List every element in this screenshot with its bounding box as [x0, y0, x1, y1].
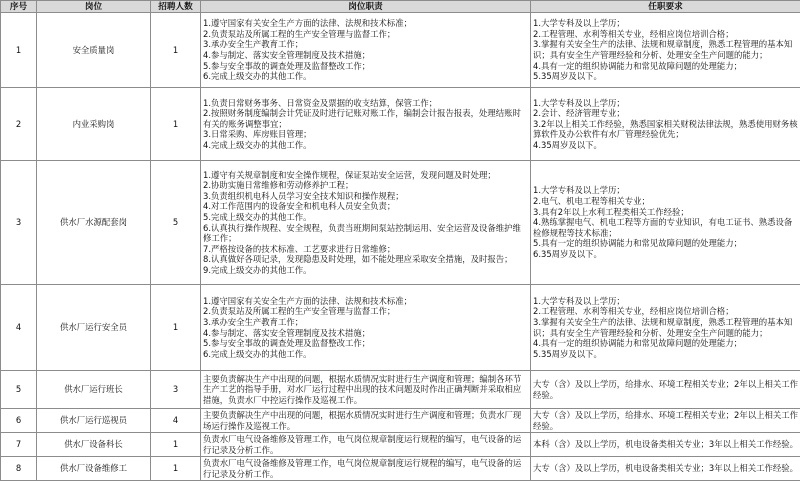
requirement-line: 4.熟练掌握电气、机电工程等方面的专业知识，有电工证书、熟悉设备检修规程等技术标准； — [533, 217, 798, 238]
requirement-line: 1.大学专科及以上学历； — [533, 296, 798, 307]
requirements-cell — [531, 457, 800, 481]
duty-line: 1.遵守有关规章制度和安全操作规程，保证泵站安全运营，发现问题及时处理； — [203, 170, 528, 181]
requirements-cell — [531, 371, 800, 409]
requirement-line: 4.35周岁及以下。 — [533, 140, 798, 151]
header-serial: 序号 — [1, 1, 37, 13]
duty-line: 3.负责组织机电科人员学习安全技术知识和操作规程； — [203, 191, 528, 202]
table-row — [1, 88, 800, 161]
duty-line: 4.完成上级交办的其他工作。 — [203, 140, 528, 151]
table-row — [1, 285, 800, 371]
requirements-cell — [531, 161, 800, 285]
serial-cell: 6 — [1, 409, 37, 433]
position-cell: 供水厂设备科长 — [37, 433, 151, 457]
duty-line: 1.遵守国家有关安全生产方面的法律、法规和技术标准； — [203, 18, 528, 29]
table-row — [1, 13, 800, 88]
requirement-line: 5.具有一定的组织协调能力和常见故障问题的处理能力； — [533, 238, 798, 249]
requirement-line: 3.掌握有关安全生产的法律、法规和规章制度，熟悉工程管理的基本知识；具有安全生产管理经验和分析、处理安全生产问题的能力； — [533, 39, 798, 60]
duty-line: 负责水厂电气设备维修及管理工作，电气岗位规章制度运行规程的编写，电气设备的运行记录及分析工作。 — [203, 458, 528, 479]
requirements-cell — [531, 433, 800, 457]
duty-line: 3.日常采购、库房账目管理； — [203, 129, 528, 140]
duty-line: 主要负责解决生产中出现的问题，根据水质情况实时进行生产调度和管理；编制各环节生产工艺的指导手册，对水厂运行过程中出现的技术问题及时作出正确判断并采取相应措施，负责水厂中控运行操作及巡视工作。 — [203, 374, 528, 406]
duty-line: 4.参与制定、落实安全管理制度及技术措施； — [203, 50, 528, 61]
duty-line: 7.严格按设备的技术标准、工艺要求进行日常维修； — [203, 244, 528, 255]
duty-line: 3.承办安全生产教育工作； — [203, 317, 528, 328]
table-row — [1, 371, 800, 409]
position-cell: 安全质量岗 — [37, 13, 151, 88]
requirement-line: 4.具有一定的组织协调能力和常见故障问题的处理能力； — [533, 338, 798, 349]
count-cell: 5 — [151, 161, 201, 285]
position-cell: 供水厂运行巡视员 — [37, 409, 151, 433]
duties-cell — [201, 409, 531, 433]
requirement-line: 3.具有2年以上水利工程类相关工作经验； — [533, 207, 798, 218]
count-cell: 1 — [151, 285, 201, 371]
serial-cell: 4 — [1, 285, 37, 371]
duty-line: 5.参与安全事故的调查处理及监督整改工作； — [203, 61, 528, 72]
header-count: 招聘人数 — [151, 1, 201, 13]
duty-line: 6.完成上级交办的其他工作。 — [203, 349, 528, 360]
duty-line: 2.按照财务制度编制会计凭证及时进行记账对账工作，编制会计报告报表，处理结账时有关的账务调整事宜； — [203, 108, 528, 129]
requirement-line: 1.大学专科及以上学历； — [533, 98, 798, 109]
requirement-line: 1.大学专科及以上学历； — [533, 18, 798, 29]
serial-cell: 2 — [1, 88, 37, 161]
table-row — [1, 433, 800, 457]
duties-cell — [201, 371, 531, 409]
requirement-line: 大专（含）及以上学历，给排水、环境工程相关专业；2年以上相关工作经验。 — [533, 410, 798, 431]
requirement-line: 本科（含）及以上学历，机电设备类相关专业；3年以上相关工作经验。 — [533, 439, 798, 450]
requirement-line: 2.会计、经济管理专业； — [533, 108, 798, 119]
duty-line: 3.承办安全生产教育工作； — [203, 39, 528, 50]
duties-cell — [201, 88, 531, 161]
requirement-line: 大专（含）及以上学历，给排水、环境工程相关专业；2年以上相关工作经验。 — [533, 379, 798, 400]
table-header-row — [1, 1, 800, 13]
duty-line: 8.认真做好各项记录，发现隐患及时处理，如不能处理应采取安全措施，及时报告； — [203, 254, 528, 265]
header-position: 岗位 — [37, 1, 151, 13]
position-cell: 供水厂设备维修工 — [37, 457, 151, 481]
duties-cell — [201, 285, 531, 371]
serial-cell: 3 — [1, 161, 37, 285]
position-cell: 供水厂运行班长 — [37, 371, 151, 409]
requirements-cell — [531, 88, 800, 161]
position-cell: 供水厂水源配套岗 — [37, 161, 151, 285]
requirement-line: 5.35周岁及以下。 — [533, 71, 798, 82]
count-cell: 3 — [151, 371, 201, 409]
requirement-line: 大专（含）及以上学历，机电设备类相关专业；3年以上相关工作经验。 — [533, 463, 798, 474]
duty-line: 4.参与制定、落实安全管理制度及技术措施； — [203, 328, 528, 339]
table-row — [1, 161, 800, 285]
duties-cell — [201, 457, 531, 481]
header-requirements: 任职要求 — [531, 1, 800, 13]
header-duties: 岗位职责 — [201, 1, 531, 13]
requirement-line: 3.掌握有关安全生产的法律、法规和规章制度，熟悉工程管理的基本知识；具有安全生产管理经验和分析、处理安全生产问题的能力； — [533, 317, 798, 338]
requirement-line: 2.工程管理、水利等相关专业，经相应岗位培训合格； — [533, 29, 798, 40]
duty-line: 2.负责泵站及所属工程的生产安全管理与监督工作； — [203, 29, 528, 40]
count-cell: 1 — [151, 13, 201, 88]
serial-cell: 7 — [1, 433, 37, 457]
requirements-cell — [531, 13, 800, 88]
requirement-line: 3.2年以上相关工作经验，熟悉国家相关财税法律法规，熟悉使用财务核算软件及办公软件有水厂管理经验优先； — [533, 119, 798, 140]
table-row — [1, 409, 800, 433]
duty-line: 9.完成上级交办的其他工作。 — [203, 265, 528, 276]
requirement-line: 4.具有一定的组织协调能力和常见故障问题的处理能力； — [533, 61, 798, 72]
duties-cell — [201, 13, 531, 88]
requirement-line: 2.电气、机电工程等相关专业； — [533, 196, 798, 207]
duty-line: 5.完成上级交办的其他工作。 — [203, 212, 528, 223]
duties-cell — [201, 433, 531, 457]
count-cell: 1 — [151, 457, 201, 481]
count-cell: 1 — [151, 433, 201, 457]
position-cell: 供水厂运行安全员 — [37, 285, 151, 371]
duty-line: 主要负责解决生产中出现的问题，根据水质情况实时进行生产调度和管理；负责水厂现场运行操作及巡视工作。 — [203, 410, 528, 431]
duty-line: 2.协助实施日常维修和劳动修养护工程； — [203, 180, 528, 191]
duties-cell — [201, 161, 531, 285]
duty-line: 1.遵守国家有关安全生产方面的法律、法规和技术标准； — [203, 296, 528, 307]
duty-line: 5.参与安全事故的调查处理及监督整改工作； — [203, 338, 528, 349]
count-cell: 4 — [151, 409, 201, 433]
duty-line: 1.负责日常财务事务、日常资金及票据的收支结算，保管工作； — [203, 98, 528, 109]
serial-cell: 1 — [1, 13, 37, 88]
requirements-cell — [531, 409, 800, 433]
requirement-line: 2.工程管理、水利等相关专业，经相应岗位培训合格； — [533, 306, 798, 317]
serial-cell: 5 — [1, 371, 37, 409]
position-cell: 内业采购岗 — [37, 88, 151, 161]
requirement-line: 6.35周岁及以下。 — [533, 249, 798, 260]
duty-line: 6.完成上级交办的其他工作。 — [203, 71, 528, 82]
table-row — [1, 457, 800, 481]
duty-line: 6.认真执行操作规程、安全规程，负责当班期间泵站控制运用、安全运营及设备维护维修工作； — [203, 223, 528, 244]
count-cell: 1 — [151, 88, 201, 161]
duty-line: 负责水厂电气设备维修及管理工作，电气岗位规章制度运行规程的编写，电气设备的运行记录及分析工作。 — [203, 434, 528, 455]
duty-line: 4.对工作范围内的设备安全和机电科人员安全负责； — [203, 201, 528, 212]
serial-cell: 8 — [1, 457, 37, 481]
duty-line: 2.负责泵站及所属工程的生产安全管理与监督工作； — [203, 306, 528, 317]
requirements-cell — [531, 285, 800, 371]
requirement-line: 5.35周岁及以下。 — [533, 349, 798, 360]
requirement-line: 1.大学专科及以上学历； — [533, 185, 798, 196]
